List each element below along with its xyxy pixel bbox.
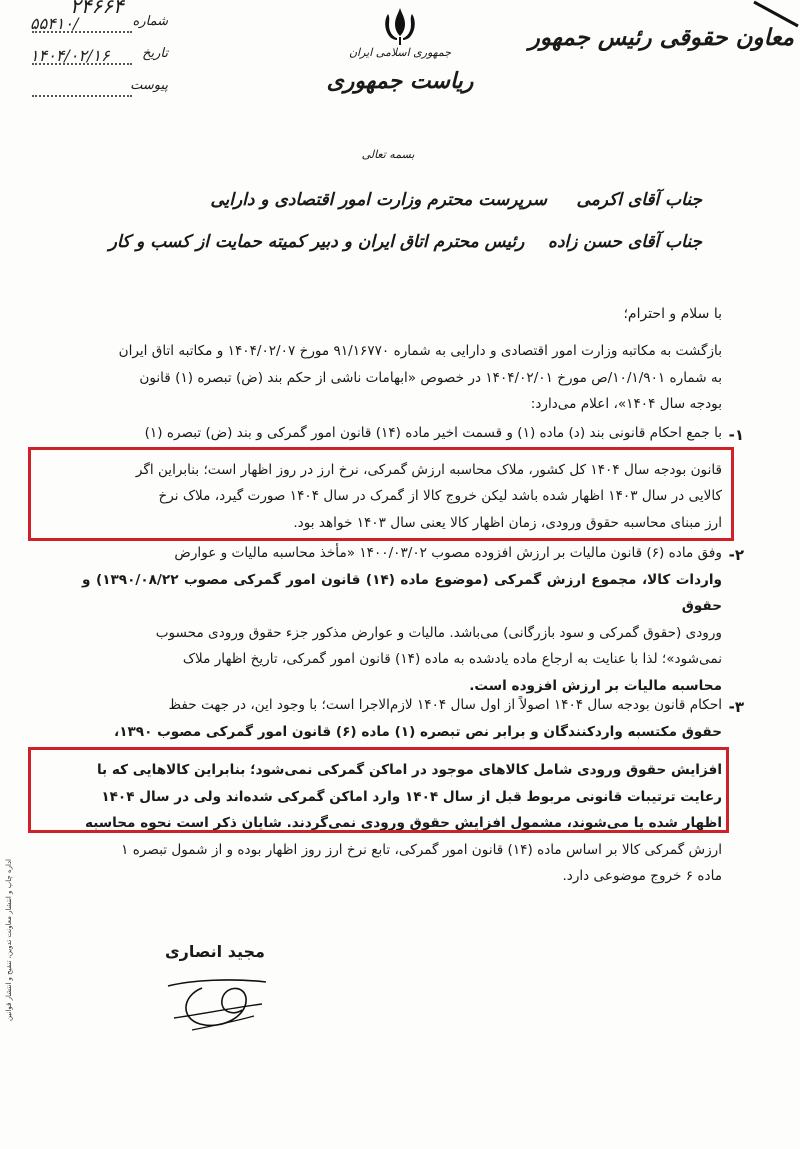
item-line: احکام قانون بودجه سال ۱۴۰۴ اصولاً از اول سال ۱۴۰۴ لازم‌الاجرا است؛ با وجود این، در جهت حفظ: [168, 697, 722, 713]
item-2-paragraph: [82, 540, 722, 699]
item-line: ارز مبنای محاسبه حقوق ورودی، زمان اظهار کالا یعنی سال ۱۴۰۳ خواهد بود.: [293, 514, 722, 531]
letter-number-row: [30, 14, 180, 36]
letter-number-value: ۵۵۴۱۰/: [30, 14, 79, 33]
recipient-role: سرپرست محترم وزارت امور اقتصادی و دارایی: [210, 190, 547, 210]
highlight-box-1: [28, 447, 734, 541]
item-line: ارزش گمرکی کالا بر اساس ماده (۱۴) قانون امور گمرکی، تابع نرخ ارز روز اظهار بوده و از شمول تبصره ۱: [121, 841, 722, 858]
attachment-label: پیوست: [130, 78, 168, 93]
recipient-line-1: [210, 190, 702, 210]
letter-number-label: شماره: [132, 14, 168, 29]
item-line: کالایی در سال ۱۴۰۳ اظهار شده باشد لیکن خروج کالا از گمرک در سال ۱۴۰۴ صورت گیرد، ملاک نرخ: [158, 488, 722, 504]
recipient-line-2: [109, 232, 702, 252]
item-line: رعایت ترتیبات قانونی مربوط قبل از سال ۱۴۰۴ وارد اماکن گمرکی شده‌اند ولی در سال ۱۴۰۴: [101, 788, 722, 805]
item-number: ۲-: [728, 546, 744, 564]
signatory-name: مجید انصاری: [165, 942, 265, 961]
intro-paragraph: [82, 338, 722, 418]
item-number: ۳-: [728, 698, 744, 716]
recipient-title: جناب آقای حسن زاده: [548, 232, 702, 252]
item-line: نمی‌شود»؛ لذا با عنایت به ارجاع ماده یادشده به ماده (۱۴) قانون امور گمرکی، تاریخ اظهار ملاک: [182, 651, 722, 667]
iran-emblem-icon: [378, 6, 422, 46]
center-title: ریاست جمهوری: [326, 68, 474, 94]
item-line: اظهار شده یا می‌شوند، مشمول افزایش حقوق ورودی نمی‌گردند. شایان ذکر است نحوه محاسبه: [84, 815, 722, 831]
handwritten-signature: [162, 966, 272, 1036]
dotted-line: [32, 31, 132, 33]
highlight-box-2: [28, 747, 729, 833]
intro-line: به شماره ۱۰/۱/۹۰۱/ص مورخ ۱۴۰۴/۰۲/۰۱ در خصوص «ابهامات ناشی از حکم بند (ض) تبصره (۱) قانون: [139, 369, 722, 386]
corner-stroke-icon: [750, 0, 800, 30]
letter-date-value: ۱۴۰۴/۰۲/۱۶: [30, 46, 110, 65]
recipient-title: جناب آقای اکرمی: [576, 190, 702, 210]
item-line: واردات کالا، مجموع ارزش گمرکی (موضوع ماده (۱۴) قانون امور گمرکی مصوب ۱۳۹۰/۰۸/۲۲) و حقوق: [82, 571, 722, 614]
letter-date-row: [30, 46, 180, 68]
greeting: با سلام و احترام؛: [623, 306, 722, 322]
item-line: وفق ماده (۶) قانون مالیات بر ارزش افزوده مصوب ۱۴۰۰/۰۳/۰۲ «مأخذ محاسبه مالیات و عوارض: [174, 545, 722, 561]
item-line: حقوق مکتسبه واردکنندگان و برابر نص تبصره (۱) ماده (۶) قانون امور گمرکی مصوب ۱۳۹۰،: [114, 723, 722, 740]
dotted-line: [32, 95, 132, 97]
side-margin-note: اداره چاپ و انتشار معاونت تدوین، تنقیح و انتشار قوانین: [5, 859, 13, 1021]
intro-line: بازگشت به مکاتبه وزارت امور اقتصادی و دارایی به شماره ۹۱/۱۶۷۷۰ مورخ ۱۴۰۴/۰۲/۰۷ و مکاتبه اتاق ایران: [118, 343, 722, 359]
intro-line: بودجه سال ۱۴۰۴»، اعلام می‌دارد:: [530, 396, 722, 412]
office-title: معاون حقوقی رئیس جمهور: [528, 24, 794, 51]
item-number: ۱-: [728, 426, 744, 444]
item-line: با جمع احکام قانونی بند (د) ماده (۱) و قسمت اخیر ماده (۱۴) قانون امور گمرکی و بند (ض) تبصره (۱): [144, 425, 722, 441]
attachment-row: [30, 78, 180, 100]
stamp-number: ۲۴۶۶۴: [70, 0, 124, 18]
item-line: قانون بودجه سال ۱۴۰۴ کل کشور، ملاک محاسبه ارزش گمرکی، نرخ ارز در روز اظهار است؛ بنابراین اگر: [135, 461, 722, 478]
item-line: ورودی (حقوق گمرکی و سود بازرگانی) می‌باشد. مالیات و عوارض مذکور جزء حقوق ورودی محسوب: [155, 624, 722, 641]
item-line: افزایش حقوق ورودی شامل کالاهای موجود در اماکن گمرکی نمی‌شود؛ بنابراین کالاهایی که با: [96, 762, 722, 778]
letter-date-label: تاریخ: [142, 46, 168, 61]
item-line: ماده ۶ خروج موضوعی دارد.: [562, 868, 722, 884]
salutation-top: بسمه تعالی: [361, 148, 415, 161]
emblem-caption: جمهوری اسلامی ایران: [348, 46, 452, 59]
item-line: محاسبه مالیات بر ارزش افزوده است.: [469, 677, 722, 694]
recipient-role: رئیس محترم اتاق ایران و دبیر کمیته حمایت از کسب و کار: [108, 232, 525, 252]
dotted-line: [32, 63, 132, 65]
